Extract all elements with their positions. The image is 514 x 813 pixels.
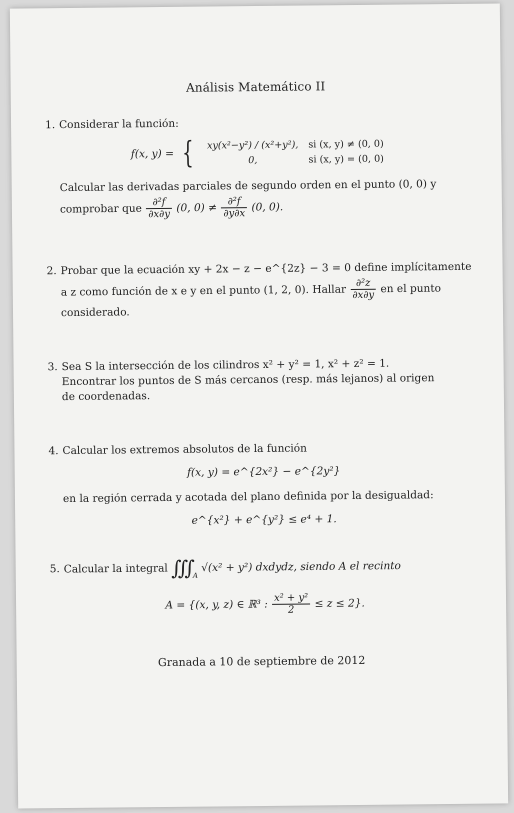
text-b-pre: comprobar que [59,202,142,216]
triple-integral-symbol: ∭ [171,555,191,580]
region-definition [64,590,466,617]
document-title: Análisis Matemático II [185,79,326,95]
line-1-pre: Calcular la integral [63,562,168,576]
problem-3 [47,356,464,405]
fraction-numerator: ∂²z [350,278,376,290]
problem-2-line-3: considerado. [60,306,130,320]
integrand: √(x² + y²) dxdydz, siendo A el recinto [201,560,401,575]
fraction-denominator: ∂x∂y [352,289,375,302]
problem-number: 1. [44,119,56,132]
problem-3-line-3: de coordenadas. [61,390,151,404]
fraction-numerator: x² + y² [272,592,310,604]
function-label: f(x, y) = [130,147,175,160]
problem-1-text-b [60,194,462,221]
case-2-condition: si (x, y) = (0, 0) [308,153,384,166]
problem-number: 4. [48,445,59,458]
piecewise-function [59,135,461,171]
problem-number: 5. [49,563,60,576]
problem-4-line-2: en la región cerrada y acotada del plano definida por la desigualdad: [62,489,434,506]
line-2-post: en el punto [380,282,442,296]
document-footer: Granada a 10 de septiembre de 2012 [157,653,366,670]
set-post: ≤ z ≤ 2}. [314,596,365,610]
line-2-pre: a z como función de x e y en el punto (1, 2, 0). Hallar [60,283,347,299]
integral-domain: A [192,571,198,580]
problem-number: 3. [47,361,58,374]
text-b-post: (0, 0). [251,201,284,214]
case-2-expression: 0, [248,155,258,167]
problem-4-equation-2: e^{x²} + e^{y²} ≤ e⁴ + 1. [191,513,337,527]
problem-2-line-2 [61,277,463,304]
case-1-condition: si (x, y) ≠ (0, 0) [308,138,384,151]
function-cases [201,136,390,170]
problem-5-line-1 [63,555,466,585]
exam-sheet [10,3,508,808]
problem-2-line-1: Probar que la ecuación xy + 2x − z − e^{2z} − 3 = 0 define implícitamente [60,260,472,278]
problem-1-text-a: Calcular las derivadas parciales de segundo orden en el punto (0, 0) y [59,178,437,195]
problem-3-line-2: Encontrar los puntos de S más cercanos (resp. más lejanos) al origen [61,372,435,389]
partial-fraction [350,278,376,301]
problem-number: 2. [46,265,57,278]
fraction-numerator: ∂²f [221,196,247,208]
set-pre: A = {(x, y, z) ∈ ℝ³ : [165,597,268,611]
partial-fraction-1 [146,197,172,220]
problem-1-intro: Considerar la función: [58,117,179,132]
problem-2 [46,260,472,321]
set-fraction [272,592,310,615]
left-brace: { [181,135,194,171]
problem-4-line-1: Calcular los extremos absolutos de la función [62,442,307,458]
fraction-denominator: ∂x∂y [148,208,171,221]
fraction-denominator: 2 [287,604,295,616]
case-1-expression: xy(x²−y²) / (x²+y²), [206,139,299,152]
fraction-numerator: ∂²f [146,197,172,209]
text-b-mid: (0, 0) ≠ [176,201,218,215]
problem-5 [49,555,467,618]
problem-1 [44,114,462,221]
problem-4 [48,440,465,530]
fraction-denominator: ∂y∂x [223,208,246,220]
problem-4-equation-1: f(x, y) = e^{2x²} − e^{2y²} [186,465,341,479]
problem-3-line-1: Sea S la intersección de los cilindros x² + y² = 1, x² + z² = 1. [61,357,390,374]
partial-fraction-2 [221,196,247,219]
